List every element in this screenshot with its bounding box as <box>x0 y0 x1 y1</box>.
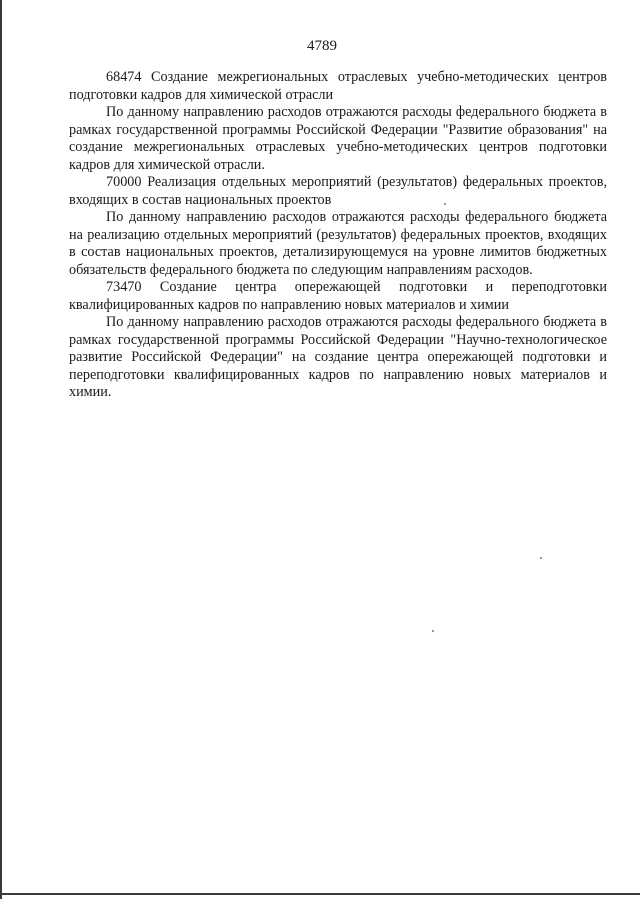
paragraph-68474-heading: 68474 Создание межрегиональных отраслевых учебно-методических центров подготовки кадров для химической отрасли <box>69 69 607 103</box>
scan-bottom-edge <box>2 893 640 895</box>
paragraph-73470-heading: 73470 Создание центра опережающей подготовки и переподготовки квалифицированных кадров по направлению новых материалов и химии <box>69 279 607 313</box>
paragraph-70000-heading: 70000 Реализация отдельных мероприятий (результатов) федеральных проектов, входящих в состав национальных проектов <box>69 174 607 208</box>
document-body <box>69 69 607 402</box>
page-number: 4789 <box>307 38 337 54</box>
scan-speck <box>444 203 446 205</box>
scan-speck <box>432 630 434 632</box>
scan-speck <box>540 557 542 559</box>
paragraph-68474-description: По данному направлению расходов отражаются расходы федерального бюджета в рамках государственной программы Российской Федерации "Развитие образования" на создание межрегиональных отраслевых учебно-методических центров подготовки кадров для химической отрасли. <box>69 104 607 173</box>
paragraph-73470-description: По данному направлению расходов отражаются расходы федерального бюджета в рамках государственной программы Российской Федерации "Научно-технологическое развитие Российской Федерации" на создание центра опережающей подготовки и переподготовки квалифицированных кадров по направлению новых материалов и химии. <box>69 314 607 400</box>
paragraph-70000-description: По данному направлению расходов отражаются расходы федерального бюджета на реализацию отдельных мероприятий (результатов) федеральных проектов, входящих в состав национальных проектов, детализирующемуся на уровне лимитов бюджетных обязательств федерального бюджета по следующим направлениям расходов. <box>69 209 607 278</box>
